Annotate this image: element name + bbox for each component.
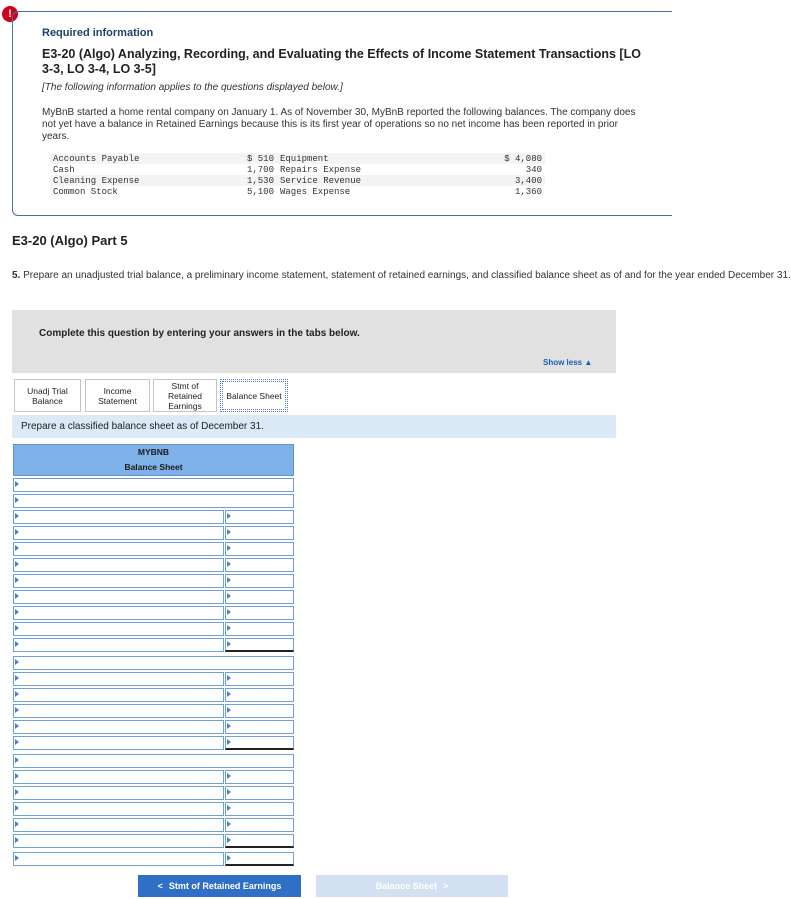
balance-sheet-account-select[interactable] bbox=[13, 638, 224, 652]
dropdown-arrow-icon bbox=[227, 561, 231, 567]
dropdown-arrow-icon bbox=[15, 757, 19, 763]
tab-balance-sheet[interactable] bbox=[220, 379, 288, 412]
tab-label: Stmt of Retained Earnings bbox=[167, 380, 203, 411]
show-less-link[interactable]: Show less ▲ bbox=[543, 358, 593, 367]
tab-income-statement[interactable] bbox=[85, 379, 150, 412]
balance-sheet-heading-input[interactable] bbox=[13, 494, 294, 508]
balance-sheet-account-select[interactable] bbox=[13, 720, 224, 734]
balance-name: Service Revenue bbox=[277, 175, 483, 186]
balance-sheet-account-select[interactable] bbox=[13, 510, 224, 524]
balance-name: Cash bbox=[53, 164, 75, 175]
balance-name: Cleaning Expense bbox=[50, 175, 231, 186]
balance-name: Wages Expense bbox=[280, 186, 351, 197]
balance-sheet-account-select[interactable] bbox=[13, 542, 224, 556]
dropdown-arrow-icon bbox=[227, 805, 231, 811]
dropdown-arrow-icon bbox=[227, 723, 231, 729]
balance-value: 1,360 bbox=[514, 186, 542, 197]
balance-value: 1,700 bbox=[246, 164, 274, 175]
balance-sheet-account-select[interactable] bbox=[13, 834, 224, 848]
balance-sheet-amount-input[interactable] bbox=[225, 770, 294, 784]
dropdown-arrow-icon bbox=[227, 837, 231, 843]
dropdown-arrow-icon bbox=[227, 641, 231, 647]
dropdown-arrow-icon bbox=[227, 821, 231, 827]
dropdown-arrow-icon bbox=[227, 577, 231, 583]
balance-sheet-account-select[interactable] bbox=[13, 590, 224, 604]
balance-sheet-account-select[interactable] bbox=[13, 622, 224, 636]
balance-value: $ 510 bbox=[231, 153, 277, 164]
next-tab-label: Balance Sheet bbox=[375, 881, 438, 891]
dropdown-arrow-icon bbox=[15, 561, 19, 567]
balance-row bbox=[50, 153, 545, 164]
balance-row bbox=[50, 164, 545, 175]
alert-icon: ! bbox=[2, 6, 18, 22]
question-body: Prepare an unadjusted trial balance, a preliminary income statement, statement of retained earnings, and classified balance sheet as of and for the year ended December 31. bbox=[20, 270, 791, 281]
balance-sheet-amount-input[interactable] bbox=[225, 672, 294, 686]
dropdown-arrow-icon bbox=[15, 805, 19, 811]
balance-sheet-amount-input[interactable] bbox=[225, 606, 294, 620]
dropdown-arrow-icon bbox=[15, 723, 19, 729]
dropdown-arrow-icon bbox=[227, 545, 231, 551]
balance-sheet-amount-input[interactable] bbox=[225, 736, 294, 750]
panel-instruction: Complete this question by entering your answers in the tabs below. bbox=[39, 328, 360, 339]
prompt-text: Prepare a classified balance sheet as of December 31. bbox=[21, 421, 264, 432]
dropdown-arrow-icon bbox=[15, 675, 19, 681]
dropdown-arrow-icon bbox=[227, 691, 231, 697]
dropdown-arrow-icon bbox=[15, 609, 19, 615]
balance-sheet-account-select[interactable] bbox=[13, 852, 224, 866]
balance-sheet-amount-input[interactable] bbox=[225, 802, 294, 816]
balance-sheet-amount-input[interactable] bbox=[225, 638, 294, 652]
balance-sheet-account-select[interactable] bbox=[13, 704, 224, 718]
question-number: 5. bbox=[12, 270, 21, 281]
dropdown-arrow-icon bbox=[227, 625, 231, 631]
balance-sheet-account-select[interactable] bbox=[13, 688, 224, 702]
dropdown-arrow-icon bbox=[227, 529, 231, 535]
balance-sheet-heading-input[interactable] bbox=[13, 754, 294, 768]
info-note: [The following information applies to the questions displayed below.] bbox=[42, 82, 343, 93]
balance-sheet-amount-input[interactable] bbox=[225, 852, 294, 866]
balance-name: Equipment bbox=[277, 153, 483, 164]
dropdown-arrow-icon bbox=[15, 855, 19, 861]
prev-tab-button[interactable] bbox=[138, 875, 301, 897]
dropdown-arrow-icon bbox=[15, 837, 19, 843]
balance-sheet-account-select[interactable] bbox=[13, 574, 224, 588]
dropdown-arrow-icon bbox=[227, 593, 231, 599]
balance-sheet-amount-input[interactable] bbox=[225, 526, 294, 540]
dropdown-arrow-icon bbox=[15, 529, 19, 535]
balance-value: 5,100 bbox=[246, 186, 274, 197]
tab-label: Balance Sheet bbox=[226, 390, 282, 401]
intro-text: MyBnB started a home rental company on January 1. As of November 30, MyBnB reported the following balances. The company does not yet have a balance in Retained Earnings because this is its first year of operations so no net income has been reported in prior years. bbox=[42, 107, 636, 142]
next-tab-button[interactable] bbox=[316, 875, 508, 897]
balance-sheet-heading-input[interactable] bbox=[13, 478, 294, 492]
dropdown-arrow-icon bbox=[15, 739, 19, 745]
balance-sheet-amount-input[interactable] bbox=[225, 542, 294, 556]
dropdown-arrow-icon bbox=[227, 707, 231, 713]
balance-sheet-amount-input[interactable] bbox=[225, 688, 294, 702]
dropdown-arrow-icon bbox=[15, 497, 19, 503]
dropdown-arrow-icon bbox=[15, 545, 19, 551]
balance-value: $ 4,080 bbox=[483, 153, 545, 164]
balance-sheet-amount-input[interactable] bbox=[225, 590, 294, 604]
dropdown-arrow-icon bbox=[15, 641, 19, 647]
dropdown-arrow-icon bbox=[15, 789, 19, 795]
balance-sheet-account-select[interactable] bbox=[13, 736, 224, 750]
balance-row bbox=[50, 186, 545, 197]
balance-sheet-account-select[interactable] bbox=[13, 786, 224, 800]
dropdown-arrow-icon bbox=[15, 707, 19, 713]
balance-sheet-account-select[interactable] bbox=[13, 526, 224, 540]
exercise-title: E3-20 (Algo) Analyzing, Recording, and Evaluating the Effects of Income Statement Transactions [LO 3-3, LO 3-4, LO 3-5] bbox=[42, 47, 641, 76]
balance-sheet-account-select[interactable] bbox=[13, 818, 224, 832]
dropdown-arrow-icon bbox=[227, 739, 231, 745]
balance-sheet-amount-input[interactable] bbox=[225, 704, 294, 718]
dropdown-arrow-icon bbox=[15, 773, 19, 779]
balance-sheet-account-select[interactable] bbox=[13, 606, 224, 620]
part-title: E3-20 (Algo) Part 5 bbox=[12, 233, 128, 248]
balance-name: Common Stock bbox=[53, 186, 118, 197]
balance-sheet-amount-input[interactable] bbox=[225, 720, 294, 734]
balance-sheet-account-select[interactable] bbox=[13, 770, 224, 784]
tab-unadj-trial-balance[interactable] bbox=[14, 379, 81, 412]
balance-sheet-account-select[interactable] bbox=[13, 558, 224, 572]
balance-sheet-amount-input[interactable] bbox=[225, 622, 294, 636]
dropdown-arrow-icon bbox=[15, 659, 19, 665]
dropdown-arrow-icon bbox=[15, 691, 19, 697]
required-info-label: Required information bbox=[42, 27, 154, 39]
tab-label: Unadj Trial Balance bbox=[27, 385, 68, 406]
dropdown-arrow-icon bbox=[227, 513, 231, 519]
dropdown-arrow-icon bbox=[15, 577, 19, 583]
tab-stmt-retained-earnings[interactable] bbox=[153, 379, 217, 412]
prev-tab-label: Stmt of Retained Earnings bbox=[168, 881, 282, 891]
dropdown-arrow-icon bbox=[227, 609, 231, 615]
balance-sheet-amount-input[interactable] bbox=[225, 574, 294, 588]
balance-name: Accounts Payable bbox=[50, 153, 231, 164]
balance-value: 1,530 bbox=[231, 175, 277, 186]
balance-value: 340 bbox=[525, 164, 542, 175]
dropdown-arrow-icon bbox=[15, 625, 19, 631]
balance-sheet-amount-input[interactable] bbox=[225, 818, 294, 832]
balance-value: 3,400 bbox=[483, 175, 545, 186]
dropdown-arrow-icon bbox=[227, 675, 231, 681]
dropdown-arrow-icon bbox=[15, 481, 19, 487]
balance-sheet-heading-input[interactable] bbox=[13, 656, 294, 670]
balance-sheet-account-select[interactable] bbox=[13, 672, 224, 686]
dropdown-arrow-icon bbox=[227, 789, 231, 795]
dropdown-arrow-icon bbox=[15, 513, 19, 519]
instruction-panel bbox=[12, 310, 616, 373]
question-text bbox=[12, 270, 791, 282]
balance-sheet-account-select[interactable] bbox=[13, 802, 224, 816]
dropdown-arrow-icon bbox=[227, 773, 231, 779]
balances-table bbox=[50, 153, 545, 197]
balance-row bbox=[50, 175, 545, 186]
chevron-right-icon: > bbox=[443, 881, 449, 891]
dropdown-arrow-icon bbox=[15, 593, 19, 599]
dropdown-arrow-icon bbox=[227, 855, 231, 861]
tab-label: Income Statement bbox=[98, 385, 137, 406]
balance-sheet-company: MYBNB bbox=[137, 447, 170, 457]
balance-name: Repairs Expense bbox=[280, 164, 362, 175]
balance-sheet-amount-input[interactable] bbox=[225, 510, 294, 524]
chevron-left-icon: < bbox=[157, 881, 163, 891]
balance-sheet-amount-input[interactable] bbox=[225, 786, 294, 800]
balance-sheet-title: Balance Sheet bbox=[124, 462, 183, 472]
balance-sheet-amount-input[interactable] bbox=[225, 834, 294, 848]
dropdown-arrow-icon bbox=[15, 821, 19, 827]
balance-sheet-amount-input[interactable] bbox=[225, 558, 294, 572]
